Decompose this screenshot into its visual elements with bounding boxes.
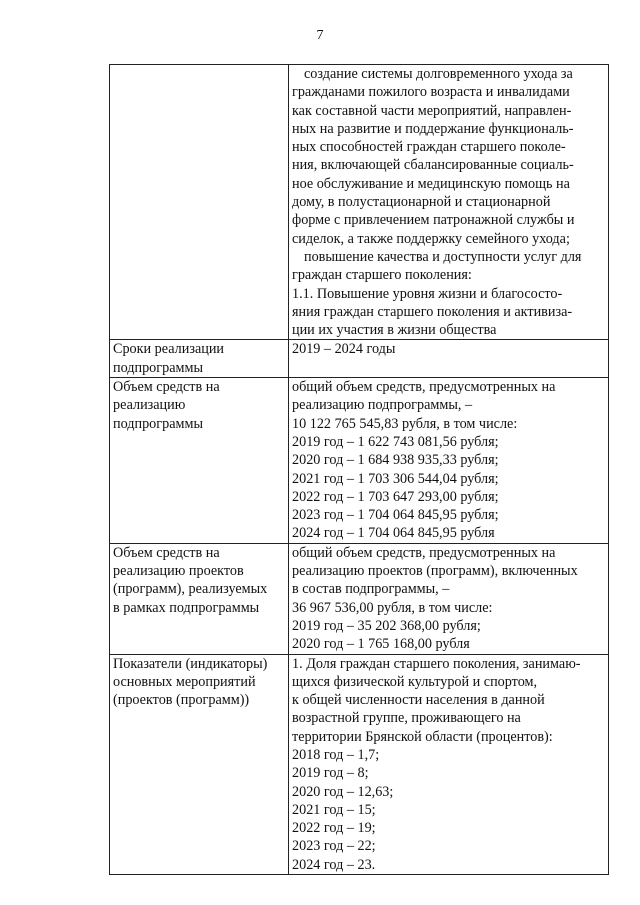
content-line: граждан старшего поколения: (292, 267, 472, 284)
content-line: 2019 год – 1 622 743 081,56 рубля; (292, 433, 499, 450)
table-row (110, 543, 609, 654)
content-line: 36 967 536,00 рубля, в том числе: (292, 599, 493, 616)
content-line: к общей численности населения в данной (292, 692, 545, 709)
row-label-cell (110, 378, 289, 544)
content-line: возрастной группе, проживающего на (292, 710, 521, 727)
label-line: (программ), реализуемых (113, 581, 268, 598)
table-row (110, 340, 609, 378)
label-line: реализацию проектов (113, 563, 244, 580)
label-line: подпрограммы (113, 415, 203, 432)
row-label-cell (110, 65, 289, 340)
row-label-cell (110, 340, 289, 378)
content-line: 2023 год – 22; (292, 838, 376, 855)
content-line: яния граждан старшего поколения и активиза- (292, 303, 573, 320)
content-line: 10 122 765 545,83 рубля, в том числе: (292, 415, 518, 432)
content-line: общий объем средств, предусмотренных на (292, 544, 556, 561)
content-line: 1.1. Повышение уровня жизни и благососто- (292, 285, 563, 302)
row-label-cell (110, 543, 289, 654)
content-line: 2020 год – 12,63; (292, 783, 394, 800)
content-line: 2023 год – 1 704 064 845,95 рубля; (292, 507, 499, 524)
row-content-cell (289, 65, 609, 340)
content-line: общий объем средств, предусмотренных на (292, 379, 556, 396)
content-line: ных способностей граждан старшего поколе- (292, 139, 566, 156)
row-label-cell (110, 654, 289, 875)
row-content-cell (289, 543, 609, 654)
content-line: 2020 год – 1 684 938 935,33 рубля; (292, 452, 499, 469)
content-line: 2022 год – 1 703 647 293,00 рубля; (292, 488, 499, 505)
content-line: ное обслуживание и медицинскую помощь на (292, 175, 570, 192)
label-line: реализацию (113, 397, 186, 414)
content-line: 2020 год – 1 765 168,00 рубля (292, 636, 470, 653)
label-line: основных мероприятий (113, 673, 256, 690)
content-line: сиделок, а также поддержку семейного ухода; (292, 230, 570, 247)
content-line: 2019 год – 35 202 368,00 рубля; (292, 617, 481, 634)
label-line: в рамках подпрограммы (113, 599, 260, 616)
content-line: территории Брянской области (процентов): (292, 728, 553, 745)
label-line: Объем средств на (113, 544, 220, 561)
label-line: Сроки реализации (113, 341, 225, 358)
row-content-cell (289, 340, 609, 378)
content-line: ции их участия в жизни общества (292, 322, 497, 339)
label-line: (проектов (программ)) (113, 692, 250, 709)
content-line: дому, в полустационарной и стационарной (292, 194, 551, 211)
content-line: реализацию проектов (программ), включенных (292, 563, 578, 580)
content-line: ных на развитие и поддержание функциональ- (292, 120, 574, 137)
content-line: щихся физической культурой и спортом, (292, 673, 538, 690)
table-row (110, 65, 609, 340)
content-line: 2021 год – 15; (292, 801, 376, 818)
table-row (110, 378, 609, 544)
content-line: 2018 год – 1,7; (292, 746, 380, 763)
row-content-cell (289, 378, 609, 544)
table-body (110, 65, 609, 875)
content-line: ния, включающей сбалансированные социаль- (292, 157, 574, 174)
content-line: 2021 год – 1 703 306 544,04 рубля; (292, 470, 499, 487)
table-row (110, 654, 609, 875)
content-line: создание системы долговременного ухода за (304, 66, 573, 82)
content-line: 2024 год – 23. (292, 856, 376, 873)
content-line: 2024 год – 1 704 064 845,95 рубля (292, 525, 495, 542)
row-content-cell (289, 654, 609, 875)
content-line: гражданами пожилого возраста и инвалидами (292, 84, 570, 101)
content-line: 2019 год – 8; (292, 765, 369, 782)
content-line: 1. Доля граждан старшего поколения, занимаю- (292, 655, 581, 672)
label-line: Объем средств на (113, 379, 220, 396)
content-line: повышение качества и доступности услуг для (304, 248, 582, 265)
content-line: в состав подпрограммы, – (292, 581, 450, 598)
label-line: Показатели (индикаторы) (113, 655, 268, 672)
content-line: 2022 год – 19; (292, 820, 376, 837)
content-line: как составной части мероприятий, направлен- (292, 102, 572, 119)
label-line: подпрограммы (113, 359, 203, 376)
subprogram-passport-table (109, 64, 609, 875)
content-line: реализацию подпрограммы, – (292, 397, 473, 414)
content-line: форме с привлечением патронажной службы и (292, 212, 575, 229)
content-line: 2019 – 2024 годы (292, 341, 396, 358)
page-number: 7 (316, 28, 324, 43)
